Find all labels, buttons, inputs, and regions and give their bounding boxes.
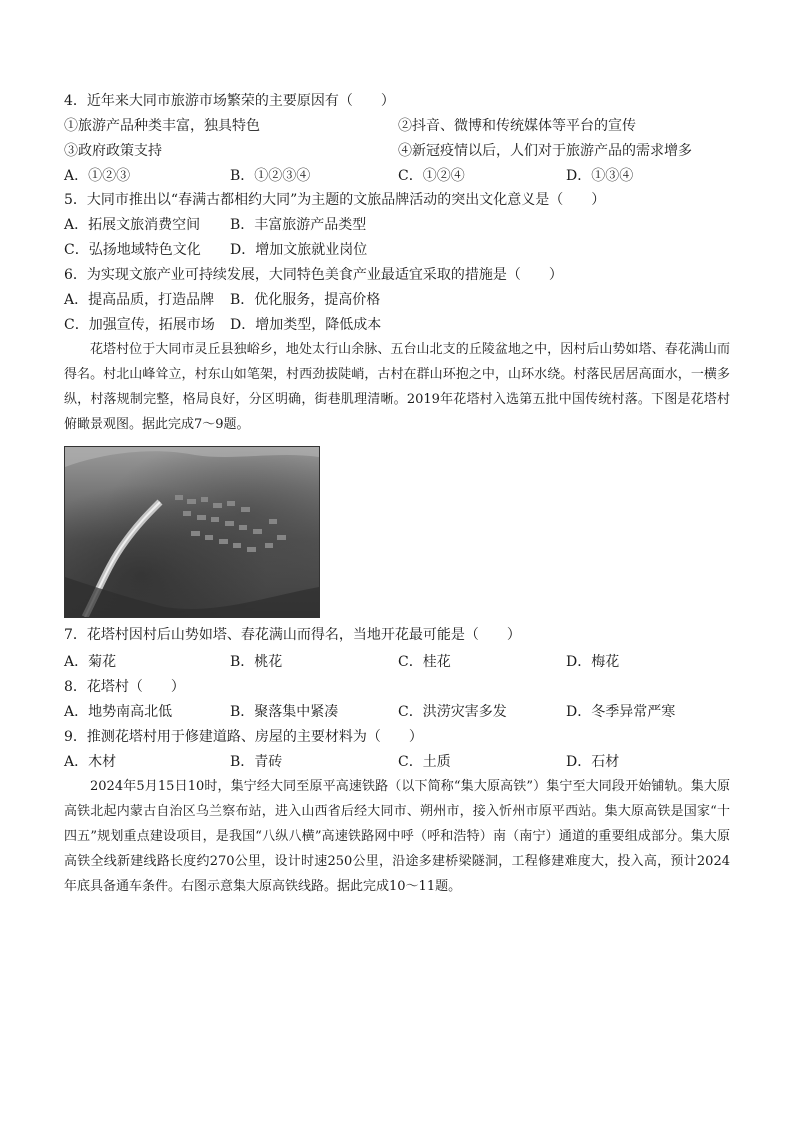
- q6-option-d: D．增加类型，降低成本: [230, 317, 382, 333]
- question-9-stem: 9．推测花塔村用于修建道路、房屋的主要材料为（ ）: [64, 729, 423, 745]
- q4-option-d: D．①③④: [566, 168, 634, 184]
- q8-option-b: B．聚落集中紧凑: [230, 704, 339, 720]
- q9-option-d: D．石材: [566, 754, 620, 770]
- q6-option-a: A．提高品质，打造品牌: [64, 292, 215, 308]
- q7-option-c: C．桂花: [398, 654, 451, 670]
- q9-option-b: B．青砖: [230, 754, 283, 770]
- q4-option-c: C．①②④: [398, 168, 465, 184]
- q4-item-4: ④新冠疫情以后，人们对于旅游产品的需求增多: [398, 143, 692, 159]
- q5-option-c: C．弘扬地域特色文化: [64, 242, 201, 258]
- q8-option-d: D．冬季异常严寒: [566, 704, 676, 720]
- q7-option-d: D．梅花: [566, 654, 620, 670]
- q8-option-c: C．洪涝灾害多发: [398, 704, 507, 720]
- q7-option-b: B．桃花: [230, 654, 283, 670]
- passage-huata-village: 花塔村位于大同市灵丘县独峪乡，地处太行山余脉、五台山北支的丘陵盆地之中，因村后山势如塔、春花满山而得名。村北山峰耸立，村东山如笔架，村西劲拔陡峭，古村在群山环抱之中，山环水绕。村落民居居高面水，一横多纵，村落规制完整，格局良好，分区明确，街巷肌理清晰。2019年花塔村入选第五批中国传统村落。下图是花塔村俯瞰景观图。据此完成7～9题。: [64, 342, 730, 432]
- question-5-stem: 5．大同市推出以“春满古都相约大同”为主题的文旅品牌活动的突出文化意义是（ ）: [64, 192, 606, 208]
- question-4-stem: 4．近年来大同市旅游市场繁荣的主要原因有（ ）: [64, 93, 395, 109]
- question-8-stem: 8．花塔村（ ）: [64, 679, 185, 695]
- q7-option-a: A．菊花: [64, 654, 117, 670]
- q9-option-c: C．土质: [398, 754, 451, 770]
- q4-option-a: A．①②③: [64, 168, 131, 184]
- passage-jidayuan-railway: 2024年5月15日10时，集宁经大同至原平高速铁路（以下简称“集大原高铁”）集宁至大同段开始铺轨。集大原高铁北起内蒙古自治区乌兰察布站，进入山西省后经大同市、朔州市，接入忻州市原平西站。集大原高铁是国家“十四五”规划重点建设项目，是我国“八纵八横”高速铁路网中呼（呼和浩特）南（南宁）通道的重要组成部分。集大原高铁全线新建线路长度约270公里，设计时速250公里，沿途多建桥梁隧洞，工程修建难度大，投入高，预计2024年底具备通车条件。右图示意集大原高铁线路。据此完成10～11题。: [64, 779, 730, 894]
- q5-option-b: B．丰富旅游产品类型: [230, 217, 367, 233]
- question-6-stem: 6．为实现文旅产业可持续发展，大同特色美食产业最适宜采取的措施是（ ）: [64, 267, 563, 283]
- q4-item-1: ①旅游产品种类丰富，独具特色: [64, 118, 260, 134]
- question-7-stem: 7．花塔村因村后山势如塔、春花满山而得名，当地开花最可能是（ ）: [64, 627, 521, 643]
- q5-option-d: D．增加文旅就业岗位: [230, 242, 368, 258]
- q4-item-2: ②抖音、微博和传统媒体等平台的宣传: [398, 118, 636, 134]
- q9-option-a: A．木材: [64, 754, 117, 770]
- q6-option-b: B．优化服务，提高价格: [230, 292, 381, 308]
- q5-option-a: A．拓展文旅消费空间: [64, 217, 201, 233]
- q6-option-c: C．加强宣传，拓展市场: [64, 317, 215, 333]
- q8-option-a: A．地势南高北低: [64, 704, 173, 720]
- q4-item-3: ③政府政策支持: [64, 143, 162, 159]
- village-aerial-photo: [64, 446, 320, 618]
- q4-option-b: B．①②③④: [230, 168, 311, 184]
